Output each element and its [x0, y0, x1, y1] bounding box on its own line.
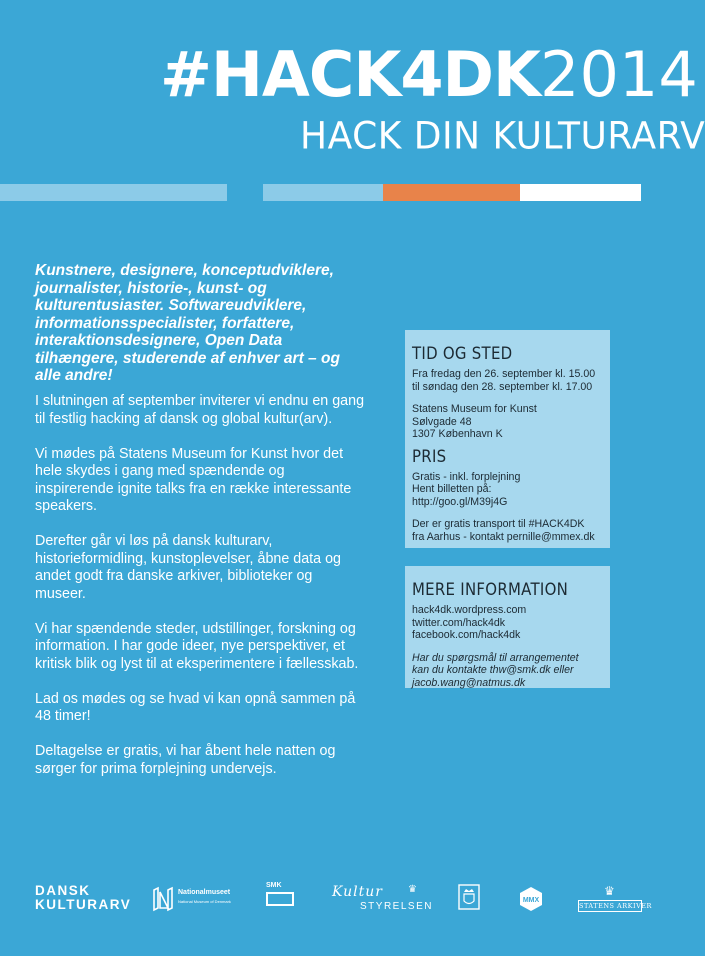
- twitter-link[interactable]: twitter.com/hack4dk: [412, 616, 506, 629]
- facebook-link[interactable]: facebook.com/hack4dk: [412, 629, 521, 641]
- crown-icon: ♛: [408, 884, 417, 895]
- crown-icon: ♛: [604, 884, 615, 898]
- poster-subtitle: HACK DIN KULTURARV: [300, 114, 705, 158]
- venue-city: 1307 København K: [412, 428, 503, 440]
- logo-text: Nationalmuseet: [178, 889, 231, 896]
- body-paragraph: I slutningen af september inviterer vi endnu en gang til festlig hacking af dansk og global kultur(arv).: [35, 393, 365, 427]
- crest-icon: [458, 884, 480, 910]
- intro-paragraph: Kunstnere, designere, konceptudviklere, journalister, historie-, kunst- og kulturentusiaster. Softwareudviklere, informationsspecialister, forfattere, interaktionsdesignere, Open Data tilhængere, studerende af enhver art – og alle andre!: [35, 262, 340, 384]
- event-info-box: [405, 330, 610, 548]
- logo-text: SMK: [266, 882, 282, 889]
- royal-crest-logo: [458, 884, 480, 910]
- ticket-link[interactable]: http://goo.gl/M39j4G: [412, 495, 508, 508]
- poster-title: [160, 38, 698, 111]
- venue-name: Statens Museum for Kunst: [412, 403, 537, 415]
- decor-bar-orange: [383, 184, 520, 201]
- decor-bar-light-left: [0, 184, 227, 201]
- contact-line: kan du kontakte thw@smk.dk eller: [412, 664, 574, 676]
- price-line: Gratis - inkl. forplejning: [412, 470, 521, 483]
- nationalmuseet-logo: [152, 886, 257, 912]
- logo-text: Kultur: [332, 884, 383, 900]
- decor-bar-light-middle: [263, 184, 383, 201]
- decor-bar-white: [520, 184, 641, 201]
- event-date: [412, 368, 604, 441]
- smk-frame-icon: [266, 892, 294, 906]
- more-info-links: [412, 604, 604, 689]
- body-text: [35, 393, 365, 796]
- price-line: Hent billetten på:: [412, 483, 492, 495]
- logo-text: STATENS ARKIVER: [579, 902, 652, 910]
- logo-text: MMX: [522, 897, 540, 904]
- contact-line: Har du spørgsmål til arrangementet: [412, 651, 579, 664]
- body-paragraph: Vi har spændende steder, udstillinger, forskning og information. I har gode ideer, nye perspektiver, et kritisk blik og lyst til at eksperimentere i fællesskab.: [35, 620, 359, 672]
- body-paragraph: Deltagelse er gratis, vi har åbent hele natten og sørger for prima forplejning undervejs.: [35, 743, 336, 777]
- title-year: 2014: [540, 38, 698, 111]
- transport-line: Der er gratis transport til #HACK4DK: [412, 518, 585, 530]
- more-info-box: [405, 566, 610, 688]
- kulturstyrelsen-logo: [332, 884, 433, 914]
- date-line: Fra fredag den 26. september kl. 15.00: [412, 368, 596, 380]
- title-hashtag: #HACK4DK: [160, 38, 541, 111]
- dansk-kulturarv-logo: [35, 884, 131, 912]
- transport-line: fra Aarhus - kontakt pernille@mmex.dk: [412, 530, 595, 543]
- body-paragraph: Lad os mødes og se hvad vi kan opnå sammen på 48 timer!: [35, 690, 356, 724]
- mmx-badge-icon: [518, 886, 544, 912]
- pris-heading: PRIS: [412, 446, 447, 467]
- mere-information-heading: MERE INFORMATION: [412, 580, 569, 600]
- wordpress-link[interactable]: hack4dk.wordpress.com: [412, 604, 527, 616]
- logo-text: National Museum of Denmark: [178, 899, 231, 904]
- logo-text: DANSK: [35, 883, 91, 898]
- body-paragraph: Vi mødes på Statens Museum for Kunst hvor det hele skydes i gang med spændende og inspirerende ignite talks fra en række interessante speakers.: [35, 445, 352, 514]
- price-info: [412, 471, 604, 544]
- venue-street: Sølvgade 48: [412, 415, 472, 428]
- statens-arkiver-logo: [578, 884, 652, 914]
- logo-text: STYRELSEN: [360, 901, 433, 912]
- body-paragraph: Derefter går vi løs på dansk kulturarv, historieformidling, kunstoplevelser, åbne data og andet godt fra danske arkiver, biblioteker og museer.: [35, 533, 341, 602]
- tid-og-sted-heading: TID OG STED: [412, 344, 513, 364]
- contact-line: jacob.wang@natmus.dk: [412, 676, 526, 689]
- date-line: til søndag den 28. september kl. 17.00: [412, 380, 593, 393]
- smk-logo: [266, 882, 298, 910]
- nationalmuseet-icon: [152, 886, 174, 912]
- mmx-logo: [518, 886, 544, 912]
- logo-text: KULTURARV: [35, 897, 132, 912]
